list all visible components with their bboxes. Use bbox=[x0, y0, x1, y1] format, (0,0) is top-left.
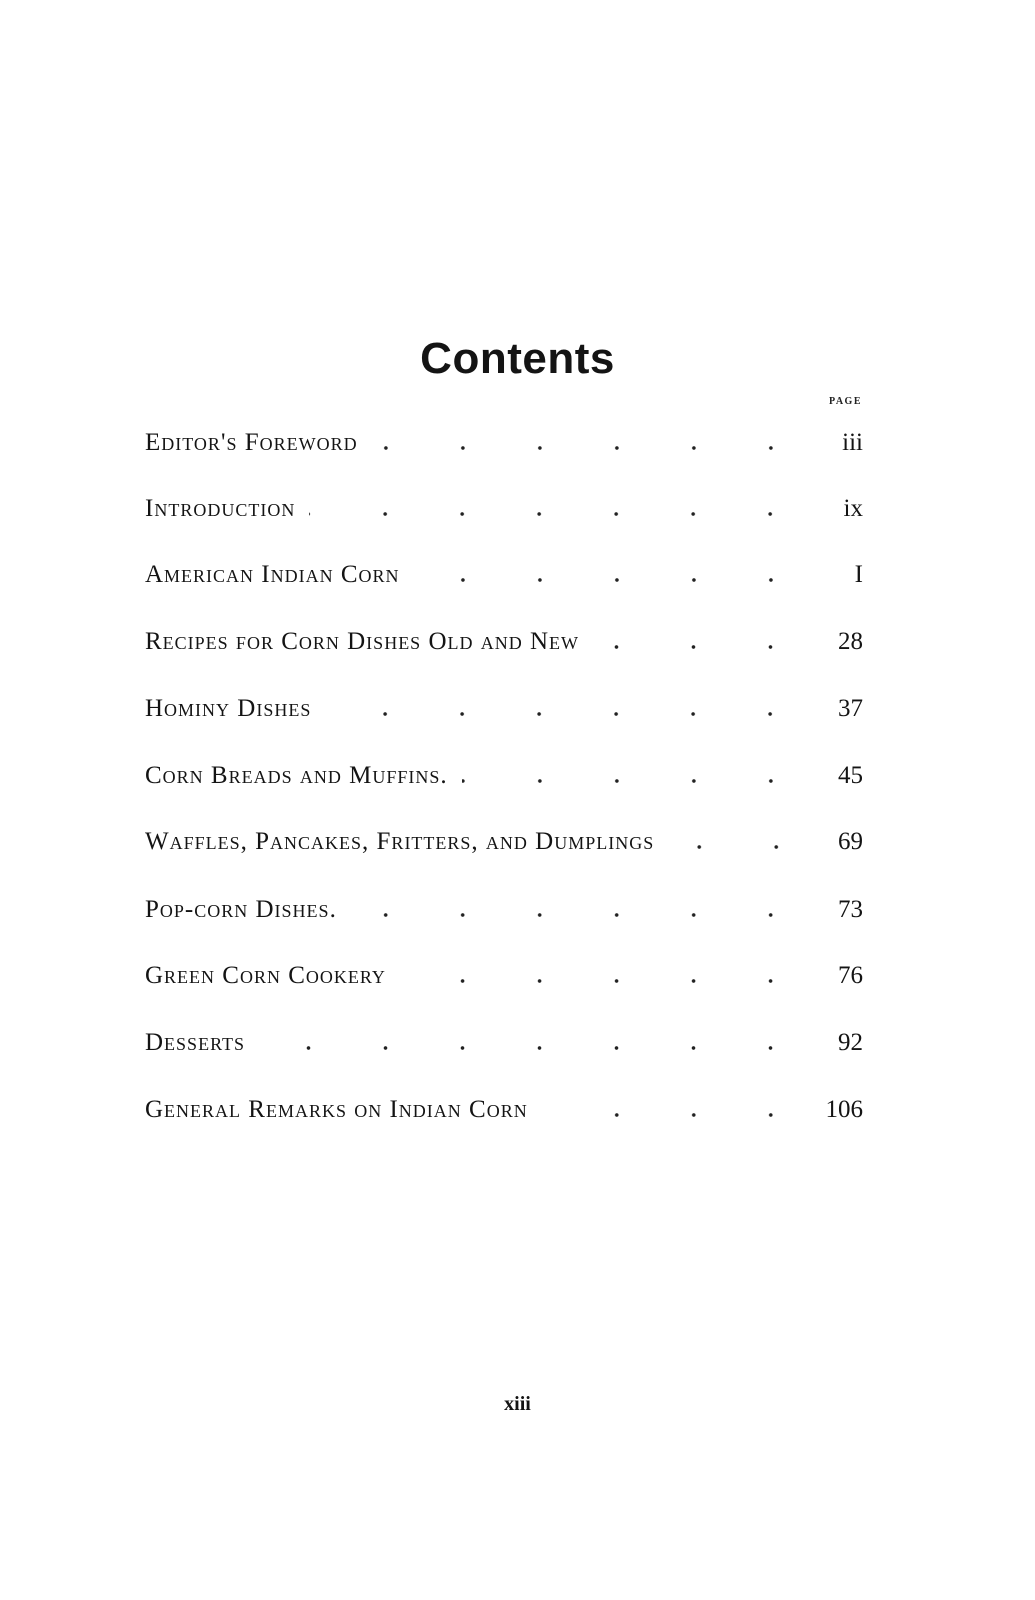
dot-leader bbox=[462, 779, 809, 783]
toc-entry-title: Recipes for Corn Dishes Old and New bbox=[145, 628, 580, 655]
toc-entry-title: General Remarks on Indian Corn bbox=[145, 1096, 528, 1123]
toc-entry bbox=[145, 481, 863, 521]
dot-leader bbox=[325, 712, 809, 716]
toc-entry bbox=[145, 1082, 863, 1122]
toc-entry bbox=[145, 614, 863, 654]
dot-leader bbox=[372, 446, 809, 450]
toc-entry bbox=[145, 681, 863, 721]
toc-entry-title: Corn Breads and Muffins. bbox=[145, 762, 448, 789]
toc-entry-page: 28 bbox=[838, 628, 863, 655]
toc-entry bbox=[145, 882, 863, 922]
toc-entry-page: 45 bbox=[838, 762, 863, 789]
toc-entry-title: Desserts bbox=[145, 1029, 245, 1056]
page-number: xiii bbox=[504, 1393, 531, 1415]
toc-entry-title: Pop-corn Dishes. bbox=[145, 896, 337, 923]
toc-entry-page: 73 bbox=[838, 896, 863, 923]
toc-entry-page: 76 bbox=[838, 962, 863, 989]
toc-entry-page: I bbox=[854, 561, 863, 588]
toc-entry bbox=[145, 948, 863, 988]
toc-entry-title: Introduction bbox=[145, 495, 296, 522]
toc-entry-page: 92 bbox=[838, 1029, 863, 1056]
toc-entry-title: Green Corn Cookery bbox=[145, 962, 386, 989]
dot-leader bbox=[351, 913, 809, 917]
toc-entry bbox=[145, 748, 863, 788]
toc-entry-page: 69 bbox=[838, 828, 863, 855]
dot-leader bbox=[309, 512, 809, 516]
page-column-header: PAGE bbox=[828, 396, 862, 407]
dot-leader bbox=[542, 1113, 809, 1117]
dot-leader bbox=[593, 645, 809, 649]
toc-entry bbox=[145, 415, 863, 455]
dot-leader bbox=[414, 578, 809, 582]
toc-entry-title: Waffles, Pancakes, Fritters, and Dumplings bbox=[145, 828, 655, 855]
toc-entry-page: 106 bbox=[825, 1096, 863, 1123]
toc-entry-title: Editor's Foreword bbox=[145, 429, 358, 456]
dot-leader bbox=[662, 845, 815, 849]
toc-entry-title: American Indian Corn bbox=[145, 561, 400, 588]
dot-leader bbox=[400, 979, 809, 983]
toc-entry bbox=[145, 1015, 863, 1055]
page-title: Contents bbox=[420, 334, 615, 384]
toc-entry-title: Hominy Dishes bbox=[145, 695, 312, 722]
toc-entry-page: 37 bbox=[838, 695, 863, 722]
toc-entry bbox=[145, 547, 863, 587]
dot-leader bbox=[259, 1046, 809, 1050]
toc-entry-page: iii bbox=[842, 429, 863, 456]
toc-entry bbox=[145, 814, 863, 854]
toc-entry-page: ix bbox=[843, 495, 863, 522]
